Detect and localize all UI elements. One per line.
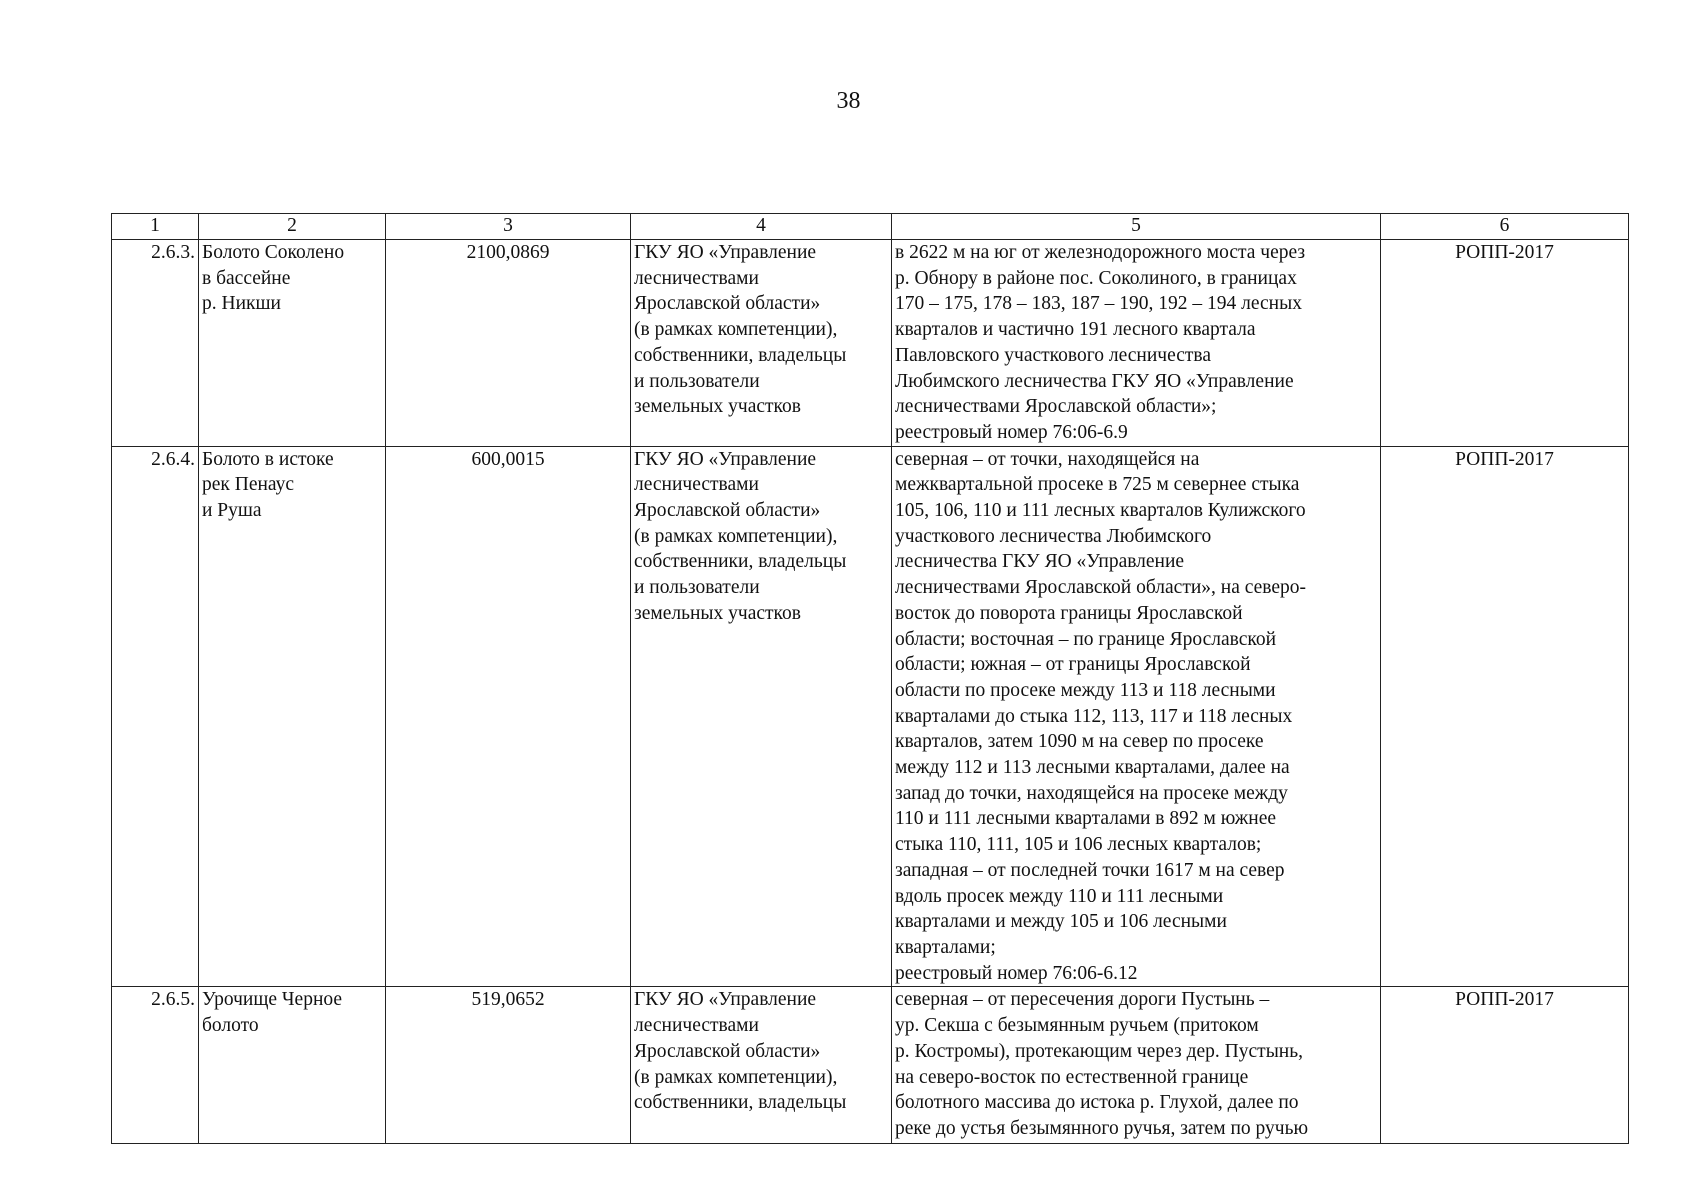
organization-line: собственники, владельцы (634, 344, 847, 366)
borders-line: лесничествами Ярославской области»; (895, 396, 1217, 418)
organization-line: лесничествами (634, 1015, 759, 1037)
organization-line: Ярославской области» (634, 1040, 821, 1062)
column-header-3: 3 (386, 214, 631, 240)
borders-line: лесничествами Ярославской области», на северо- (895, 577, 1307, 599)
column-header-6: 6 (1381, 214, 1629, 240)
area-cell: 519,0652 (386, 987, 631, 1144)
borders-line: области по просеке между 113 и 118 лесными (895, 679, 1276, 701)
borders-line: реестровый номер 76:06-6.9 (895, 421, 1128, 443)
organization-line: лесничествами (634, 474, 759, 496)
document-cell: РОПП-2017 (1381, 240, 1629, 447)
organization-line: ГКУ ЯО «Управление (634, 448, 817, 470)
object-name-cell (199, 240, 386, 447)
organization-line: (в рамках компетенции), (634, 525, 838, 547)
borders-cell (892, 987, 1381, 1144)
page-number: 38 (836, 88, 861, 114)
borders-line: реестровый номер 76:06-6.12 (895, 962, 1138, 984)
object-name-line: рек Пенаус (202, 474, 294, 496)
borders-line: на северо-восток по естественной границе (895, 1066, 1249, 1088)
organization-line: (в рамках компетенции), (634, 319, 838, 341)
borders-line: кварталами и между 105 и 106 лесными (895, 911, 1227, 933)
borders-line: восток до поворота границы Ярославской (895, 602, 1243, 624)
table-row (112, 240, 1629, 447)
borders-line: участкового лесничества Любимского (895, 525, 1212, 547)
table-row (112, 987, 1629, 1144)
document-cell: РОПП-2017 (1381, 446, 1629, 987)
borders-line: северная – от пересечения дороги Пустынь – (895, 989, 1270, 1011)
borders-line: Павловского участкового лесничества (895, 344, 1211, 366)
organization-line: Ярославской области» (634, 293, 821, 315)
borders-line: вдоль просек между 110 и 111 лесными (895, 885, 1224, 907)
borders-line: стыка 110, 111, 105 и 106 лесных кварталов; (895, 834, 1262, 856)
borders-line: р. Обнору в районе пос. Соколиного, в границах (895, 267, 1297, 289)
borders-line: межквартальной просеке в 725 м севернее стыка (895, 474, 1300, 496)
borders-line: западная – от последней точки 1617 м на север (895, 859, 1285, 881)
object-name-line: и Руша (202, 500, 262, 522)
borders-line: Любимского лесничества ГКУ ЯО «Управление (895, 370, 1294, 392)
organization-line: (в рамках компетенции), (634, 1066, 838, 1088)
borders-line: в 2622 м на юг от железнодорожного моста через (895, 242, 1306, 263)
column-header-5: 5 (892, 214, 1381, 240)
object-name-line: р. Никши (202, 293, 281, 315)
borders-line: реке до устья безымянного ручья, затем по ручью (895, 1117, 1309, 1139)
area-cell: 600,0015 (386, 446, 631, 987)
organization-cell (631, 446, 892, 987)
organization-line: земельных участков (634, 396, 801, 418)
organization-line: собственники, владельцы (634, 1092, 847, 1114)
borders-line: кварталами до стыка 112, 113, 117 и 118 лесных (895, 705, 1293, 727)
column-header-4: 4 (631, 214, 892, 240)
borders-line: кварталов, затем 1090 м на север по просеке (895, 731, 1264, 753)
borders-line: 170 – 175, 178 – 183, 187 – 190, 192 – 194 лесных (895, 293, 1302, 315)
borders-line: 105, 106, 110 и 111 лесных кварталов Кулижского (895, 500, 1306, 522)
borders-line: северная – от точки, находящейся на (895, 448, 1200, 470)
object-name-line: Урочище Черное (202, 989, 343, 1011)
borders-line: запад до точки, находящейся на просеке между (895, 782, 1288, 804)
borders-line: 110 и 111 лесными кварталами в 892 м южнее (895, 808, 1277, 830)
object-name-cell (199, 446, 386, 987)
row-number-cell: 2.6.4. (112, 446, 199, 987)
borders-line: области; восточная – по границе Ярославской (895, 628, 1277, 650)
borders-line: кварталов и частично 191 лесного квартала (895, 319, 1256, 341)
object-name-line: Болото в истоке (202, 448, 334, 470)
organization-line: земельных участков (634, 602, 801, 624)
organization-line: собственники, владельцы (634, 551, 847, 573)
organization-cell (631, 240, 892, 447)
row-number-cell: 2.6.3. (112, 240, 199, 447)
organization-line: и пользователи (634, 577, 760, 599)
header-row (112, 214, 1629, 240)
object-name-line: болото (202, 1015, 259, 1037)
document-cell: РОПП-2017 (1381, 987, 1629, 1144)
organization-cell (631, 987, 892, 1144)
column-header-1: 1 (112, 214, 199, 240)
object-name-line: в бассейне (202, 267, 291, 289)
organization-line: Ярославской области» (634, 500, 821, 522)
borders-cell (892, 240, 1381, 447)
borders-line: области; южная – от границы Ярославской (895, 654, 1251, 676)
object-name-line: Болото Соколено (202, 242, 345, 263)
organization-line: ГКУ ЯО «Управление (634, 989, 817, 1011)
borders-line: р. Костромы), протекающим через дер. Пустынь, (895, 1040, 1303, 1062)
table-row (112, 446, 1629, 987)
borders-line: между 112 и 113 лесными кварталами, далее на (895, 757, 1290, 779)
borders-line: лесничества ГКУ ЯО «Управление (895, 551, 1185, 573)
borders-line: кварталами; (895, 936, 996, 958)
object-name-cell (199, 987, 386, 1144)
data-table (111, 213, 1629, 1144)
organization-line: ГКУ ЯО «Управление (634, 242, 817, 263)
area-cell: 2100,0869 (386, 240, 631, 447)
borders-line: болотного массива до истока р. Глухой, далее по (895, 1092, 1299, 1114)
row-number-cell: 2.6.5. (112, 987, 199, 1144)
borders-cell (892, 446, 1381, 987)
organization-line: и пользователи (634, 370, 760, 392)
organization-line: лесничествами (634, 267, 759, 289)
borders-line: ур. Секша с безымянным ручьем (притоком (895, 1015, 1259, 1037)
column-header-2: 2 (199, 214, 386, 240)
